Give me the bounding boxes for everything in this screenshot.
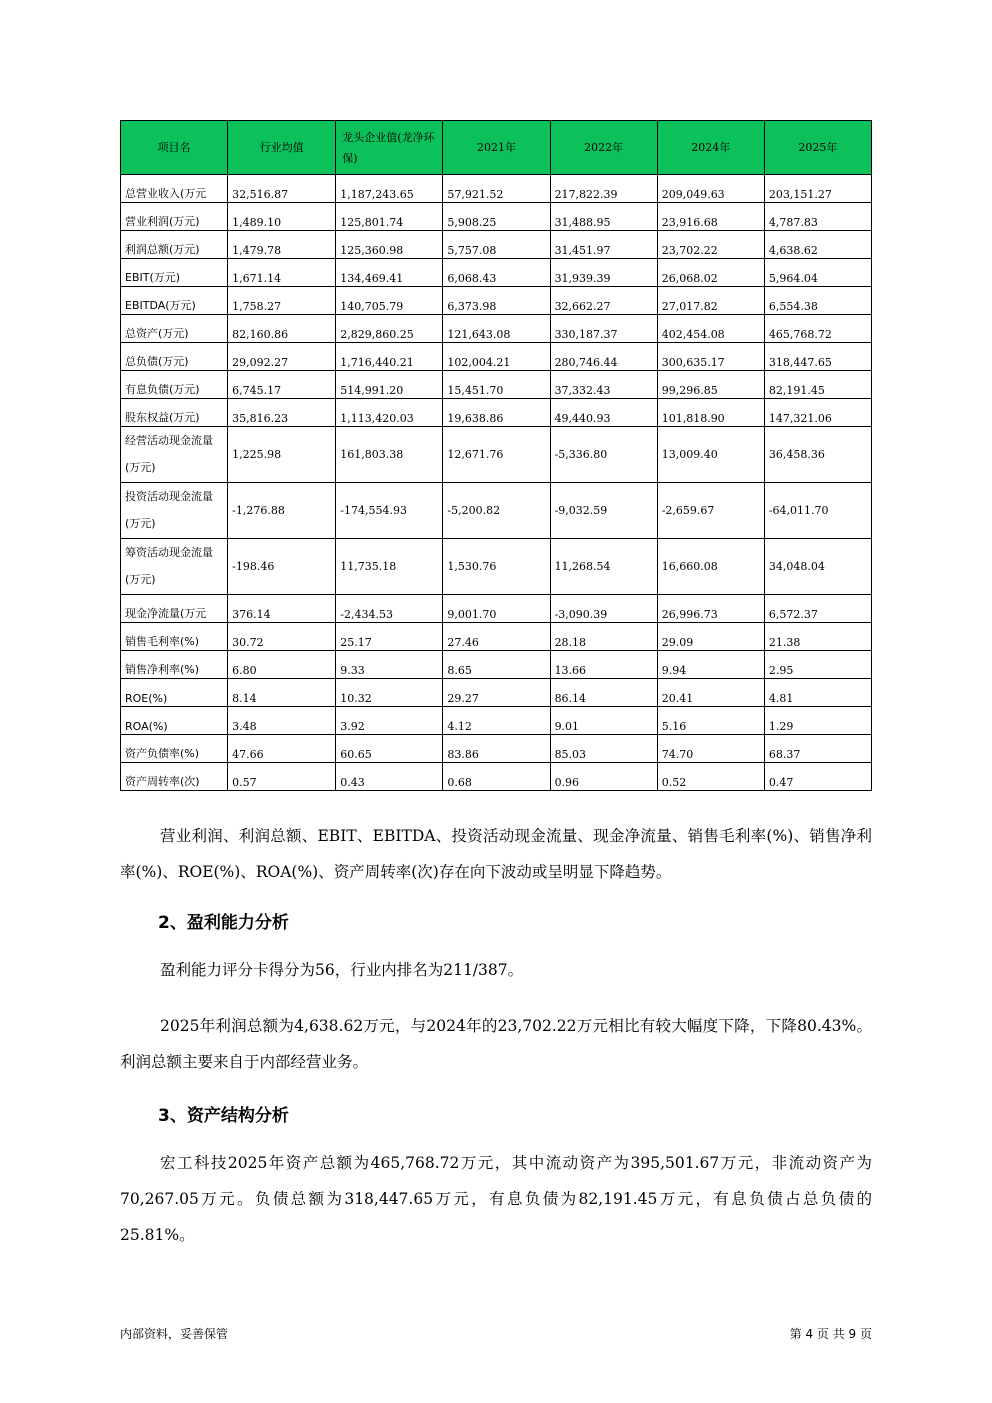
table-cell: 1.29 <box>764 707 871 735</box>
table-cell: 37,332.43 <box>550 371 657 399</box>
table-cell: 12,671.76 <box>443 427 550 483</box>
table-cell: 1,716,440.21 <box>336 343 443 371</box>
table-cell: -2,659.67 <box>657 483 764 539</box>
table-cell: 13,009.40 <box>657 427 764 483</box>
table-cell: 32,662.27 <box>550 287 657 315</box>
table-cell: 1,225.98 <box>228 427 336 483</box>
table-cell: 8.65 <box>443 651 550 679</box>
table-cell: 2.95 <box>764 651 871 679</box>
table-row <box>121 651 872 679</box>
table-row <box>121 343 872 371</box>
table-cell: 86.14 <box>550 679 657 707</box>
row-label: 总资产(万元) <box>121 315 228 343</box>
table-cell: 19,638.86 <box>443 399 550 427</box>
row-label: 销售毛利率(%) <box>121 623 228 651</box>
table-cell: 23,702.22 <box>657 231 764 259</box>
table-cell: 125,801.74 <box>336 203 443 231</box>
table-cell: 5,964.04 <box>764 259 871 287</box>
table-cell: 16,660.08 <box>657 539 764 595</box>
table-cell: 3.48 <box>228 707 336 735</box>
header-leader-value: 龙头企业值(龙净环保) <box>336 121 443 175</box>
table-row <box>121 595 872 623</box>
table-cell: 68.37 <box>764 735 871 763</box>
table-row <box>121 175 872 203</box>
trend-paragraph: 营业利润、利润总额、EBIT、EBITDA、投资活动现金流量、现金净流量、销售毛利率(%)、销售净利率(%)、ROE(%)、ROA(%)、资产周转率(次)存在向下波动或呈明显下降趋势。 <box>120 827 872 881</box>
table-cell: -174,554.93 <box>336 483 443 539</box>
table-cell: 0.96 <box>550 763 657 791</box>
table-cell: 1,479.78 <box>228 231 336 259</box>
table-row <box>121 623 872 651</box>
table-cell: 31,488.95 <box>550 203 657 231</box>
table-row <box>121 483 872 539</box>
table-cell: -2,434.53 <box>336 595 443 623</box>
section2-title: 2、盈利能力分析 <box>158 913 289 933</box>
table-body <box>121 175 872 791</box>
table-cell: 6.80 <box>228 651 336 679</box>
table-cell: 4.81 <box>764 679 871 707</box>
table-cell: 26,068.02 <box>657 259 764 287</box>
table-cell: -1,276.88 <box>228 483 336 539</box>
table-cell: -198.46 <box>228 539 336 595</box>
table-cell: 0.52 <box>657 763 764 791</box>
table-cell: 85.03 <box>550 735 657 763</box>
table-cell: 6,745.17 <box>228 371 336 399</box>
table-cell: 125,360.98 <box>336 231 443 259</box>
table-cell: 74.70 <box>657 735 764 763</box>
row-label: 现金净流量(万元 <box>121 595 228 623</box>
table-cell: 23,916.68 <box>657 203 764 231</box>
table-cell: 83.86 <box>443 735 550 763</box>
table-cell: 102,004.21 <box>443 343 550 371</box>
footer-page-number: 第 4 页 共 9 页 <box>789 1327 872 1341</box>
table-cell: 134,469.41 <box>336 259 443 287</box>
table-cell: 47.66 <box>228 735 336 763</box>
table-cell: 280,746.44 <box>550 343 657 371</box>
table-cell: 9.33 <box>336 651 443 679</box>
table-cell: 30.72 <box>228 623 336 651</box>
table-cell: 26,996.73 <box>657 595 764 623</box>
table-cell: 209,049.63 <box>657 175 764 203</box>
table-cell: 6,068.43 <box>443 259 550 287</box>
table-cell: 31,939.39 <box>550 259 657 287</box>
row-label: EBITDA(万元) <box>121 287 228 315</box>
header-2024: 2024年 <box>657 121 764 175</box>
table-row <box>121 679 872 707</box>
table-row <box>121 203 872 231</box>
table-cell: -9,032.59 <box>550 483 657 539</box>
table-cell: -64,011.70 <box>764 483 871 539</box>
table-cell: 57,921.52 <box>443 175 550 203</box>
table-row <box>121 259 872 287</box>
table-row <box>121 427 872 483</box>
row-label: 总负债(万元) <box>121 343 228 371</box>
table-cell: 0.47 <box>764 763 871 791</box>
row-label: ROA(%) <box>121 707 228 735</box>
row-label: ROE(%) <box>121 679 228 707</box>
table-cell: -3,090.39 <box>550 595 657 623</box>
section2-paragraph-2: 2025年利润总额为4,638.62万元，与2024年的23,702.22万元相比有较大幅度下降，下降80.43%。利润总额主要来自于内部经营业务。 <box>120 1017 872 1071</box>
table-cell: 5,757.08 <box>443 231 550 259</box>
table-cell: 20.41 <box>657 679 764 707</box>
financial-table <box>120 120 872 791</box>
table-cell: 11,735.18 <box>336 539 443 595</box>
section2-paragraph-1: 盈利能力评分卡得分为56，行业内排名为211/387。 <box>160 961 524 979</box>
table-cell: 2,829,860.25 <box>336 315 443 343</box>
table-row <box>121 315 872 343</box>
table-cell: 27,017.82 <box>657 287 764 315</box>
header-2022: 2022年 <box>550 121 657 175</box>
table-cell: -5,200.82 <box>443 483 550 539</box>
table-cell: 31,451.97 <box>550 231 657 259</box>
table-cell: 0.68 <box>443 763 550 791</box>
table-cell: 1,530.76 <box>443 539 550 595</box>
table-cell: 203,151.27 <box>764 175 871 203</box>
row-label: 有息负债(万元) <box>121 371 228 399</box>
table-cell: 9.01 <box>550 707 657 735</box>
table-cell: 32,516.87 <box>228 175 336 203</box>
table-cell: 29,092.27 <box>228 343 336 371</box>
table-cell: 318,447.65 <box>764 343 871 371</box>
table-cell: 6,554.38 <box>764 287 871 315</box>
table-cell: 11,268.54 <box>550 539 657 595</box>
table-cell: 13.66 <box>550 651 657 679</box>
table-cell: 161,803.38 <box>336 427 443 483</box>
table-cell: 49,440.93 <box>550 399 657 427</box>
table-cell: 15,451.70 <box>443 371 550 399</box>
table-cell: 4.12 <box>443 707 550 735</box>
table-cell: 3.92 <box>336 707 443 735</box>
table-cell: 402,454.08 <box>657 315 764 343</box>
table-cell: 60.65 <box>336 735 443 763</box>
table-cell: 6,572.37 <box>764 595 871 623</box>
table-cell: 0.43 <box>336 763 443 791</box>
table-cell: 25.17 <box>336 623 443 651</box>
table-row <box>121 735 872 763</box>
table-row <box>121 539 872 595</box>
table-cell: 514,991.20 <box>336 371 443 399</box>
section3-paragraph-1: 宏工科技2025年资产总额为465,768.72万元，其中流动资产为395,501.67万元，非流动资产为70,267.05万元。负债总额为318,447.65万元，有息负债为82,191.45万元，有息负债占总负债的25.81%。 <box>120 1154 872 1244</box>
section3-title: 3、资产结构分析 <box>158 1106 289 1126</box>
header-2021: 2021年 <box>443 121 550 175</box>
table-cell: 9.94 <box>657 651 764 679</box>
header-item-name: 项目名 <box>121 121 228 175</box>
table-cell: 5,908.25 <box>443 203 550 231</box>
table-cell: 0.57 <box>228 763 336 791</box>
table-row <box>121 763 872 791</box>
row-label: 股东权益(万元) <box>121 399 228 427</box>
table-row <box>121 371 872 399</box>
table-row <box>121 287 872 315</box>
table-cell: 27.46 <box>443 623 550 651</box>
row-label: 经营活动现金流量(万元) <box>121 427 228 483</box>
table-cell: 82,160.86 <box>228 315 336 343</box>
table-cell: 1,187,243.65 <box>336 175 443 203</box>
table-cell: 140,705.79 <box>336 287 443 315</box>
row-label: 利润总额(万元) <box>121 231 228 259</box>
table-cell: 5.16 <box>657 707 764 735</box>
row-label: 资产周转率(次) <box>121 763 228 791</box>
table-cell: 4,638.62 <box>764 231 871 259</box>
table-cell: 10.32 <box>336 679 443 707</box>
table-cell: 21.38 <box>764 623 871 651</box>
table-cell: 29.09 <box>657 623 764 651</box>
row-label: EBIT(万元) <box>121 259 228 287</box>
table-row <box>121 231 872 259</box>
row-label: 筹资活动现金流量(万元) <box>121 539 228 595</box>
table-cell: 1,489.10 <box>228 203 336 231</box>
row-label: 营业利润(万元) <box>121 203 228 231</box>
table-cell: 6,373.98 <box>443 287 550 315</box>
table-cell: 8.14 <box>228 679 336 707</box>
table-cell: 330,187.37 <box>550 315 657 343</box>
table-cell: 99,296.85 <box>657 371 764 399</box>
row-label: 投资活动现金流量(万元) <box>121 483 228 539</box>
row-label: 总营业收入(万元 <box>121 175 228 203</box>
table-cell: 1,758.27 <box>228 287 336 315</box>
table-row <box>121 399 872 427</box>
table-cell: 9,001.70 <box>443 595 550 623</box>
table-cell: 82,191.45 <box>764 371 871 399</box>
table-cell: 36,458.36 <box>764 427 871 483</box>
header-industry-avg: 行业均值 <box>228 121 336 175</box>
table-cell: 29.27 <box>443 679 550 707</box>
table-cell: 376.14 <box>228 595 336 623</box>
table-cell: 35,816.23 <box>228 399 336 427</box>
row-label: 销售净利率(%) <box>121 651 228 679</box>
table-cell: 300,635.17 <box>657 343 764 371</box>
table-cell: 1,671.14 <box>228 259 336 287</box>
table-cell: 217,822.39 <box>550 175 657 203</box>
header-2025: 2025年 <box>764 121 871 175</box>
footer-confidential-note: 内部资料，妥善保管 <box>120 1327 229 1341</box>
table-row <box>121 707 872 735</box>
table-cell: 1,113,420.03 <box>336 399 443 427</box>
table-cell: 121,643.08 <box>443 315 550 343</box>
table-cell: 101,818.90 <box>657 399 764 427</box>
row-label: 资产负债率(%) <box>121 735 228 763</box>
table-cell: 34,048.04 <box>764 539 871 595</box>
table-header-row <box>121 121 872 175</box>
table-cell: 465,768.72 <box>764 315 871 343</box>
table-cell: 4,787.83 <box>764 203 871 231</box>
table-cell: 28.18 <box>550 623 657 651</box>
table-cell: -5,336.80 <box>550 427 657 483</box>
table-cell: 147,321.06 <box>764 399 871 427</box>
